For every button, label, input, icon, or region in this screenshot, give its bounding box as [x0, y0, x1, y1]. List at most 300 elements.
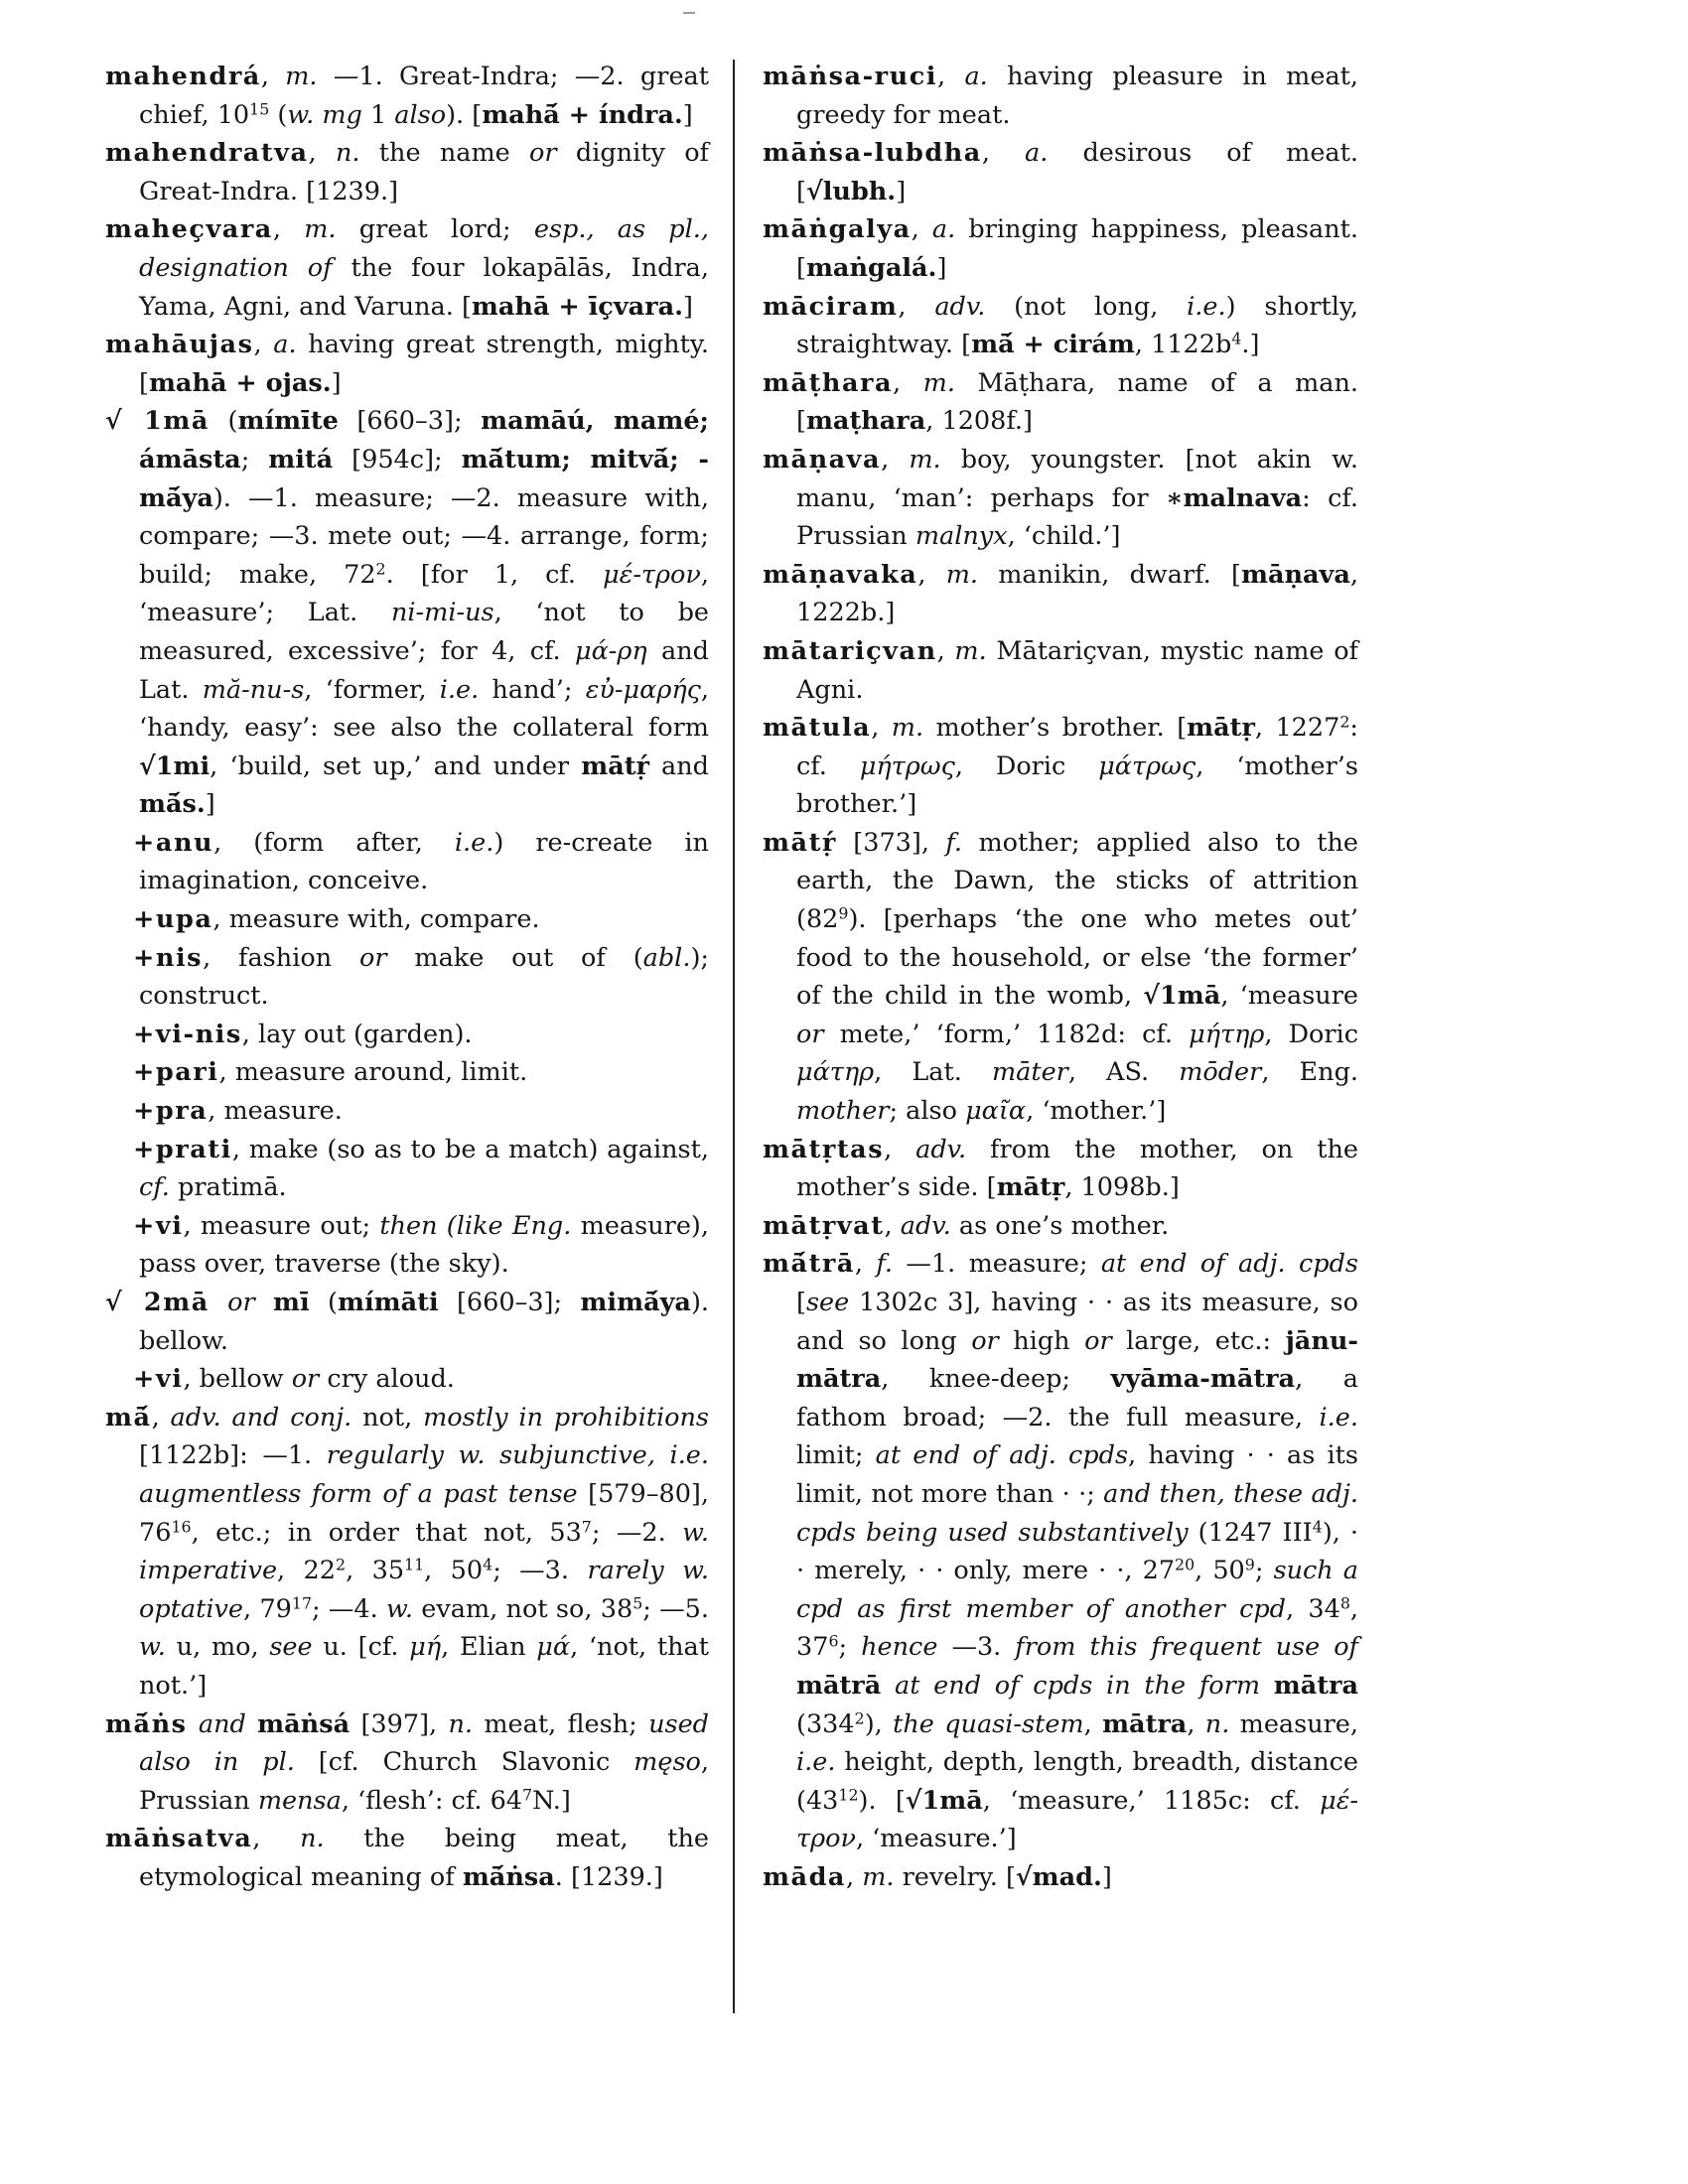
entry-text: , Lat. [874, 1057, 992, 1088]
entry-headword: maheçvara [105, 214, 273, 245]
italic-text: and then, these adj. cpds being used substantively [796, 1478, 1358, 1548]
entry-text: ( [269, 99, 288, 130]
entry-text: —1. measure; [893, 1249, 1101, 1280]
italic-text: at end of adj. cpds [875, 1440, 1129, 1471]
bold-term: mātṛ [996, 1172, 1065, 1203]
entry-text: , 1098b.] [1064, 1172, 1180, 1203]
italic-text: m. [862, 1861, 895, 1892]
entry-text: ; [240, 444, 269, 475]
italic-text: f. [876, 1249, 894, 1280]
italic-text: εὐ-μαρής [585, 674, 701, 705]
bold-term: mitá [268, 444, 334, 475]
bold-term: jānu-mātra [796, 1325, 1358, 1395]
entry-text: , 34 [1286, 1593, 1340, 1624]
dictionary-subentry [105, 900, 709, 939]
entry-text: , [981, 138, 1026, 169]
entry-text: , lay out (garden). [241, 1019, 473, 1049]
entry-text: ] [896, 176, 907, 206]
entry-text: , AS. [1067, 1057, 1180, 1088]
entry-headword: +nis [133, 942, 204, 973]
entry-text: , 50 [1195, 1556, 1245, 1586]
bold-term: mā́tum; mitvā́; -mā́ya [139, 444, 710, 513]
dictionary-subentry [105, 1207, 709, 1284]
italic-text: μέ-τρον [796, 1785, 1359, 1854]
reference-superscript: 4 [483, 1555, 493, 1574]
bold-term: mímāti [337, 1288, 439, 1317]
italic-text: or [1084, 1325, 1112, 1356]
entry-text: [579–80], 76 [139, 1478, 709, 1548]
entry-text: , [260, 62, 286, 91]
entry-text: , [936, 635, 955, 666]
entry-text: , a fathom broad; —2. the full measure, [796, 1364, 1358, 1433]
dictionary-entry [763, 1245, 1358, 1858]
italic-text: a. [931, 214, 956, 245]
entry-text: meat, flesh; [473, 1708, 649, 1739]
entry-text: (334 [796, 1708, 855, 1739]
italic-text: n. [300, 1824, 325, 1854]
entry-text: , [1187, 1708, 1205, 1739]
entry-text: ); construct. [139, 942, 709, 1012]
entry-text: ). [ [446, 99, 483, 130]
entry-text: , 22 [277, 1556, 337, 1586]
entry-text: [660–3]; [338, 406, 482, 437]
entry-headword: mā́ṅs [105, 1708, 188, 1739]
reference-superscript: 12 [838, 1785, 859, 1805]
entry-text: , measure around, limit. [218, 1057, 528, 1088]
entry-text: , 50 [424, 1556, 484, 1586]
entry-headword: +vi-nis [133, 1019, 242, 1049]
right-column [763, 58, 1358, 1897]
entry-text: , 79 [243, 1593, 292, 1624]
entry-headword: māṇavaka [763, 559, 918, 590]
entry-headword: +vi [133, 1210, 184, 1241]
italic-text: μάτρως [1098, 751, 1196, 781]
entry-headword: +anu [133, 827, 214, 858]
bold-term: vyāma-mātra [1110, 1364, 1296, 1395]
italic-text: μήτηρ [1189, 1019, 1265, 1049]
entry-text: , Doric [954, 751, 1099, 781]
entry-headword: māṭhara [763, 367, 894, 398]
entry-text: ), · · merely, · · only, mere · ·, 27 [796, 1517, 1359, 1586]
dictionary-entry [763, 288, 1358, 364]
entry-text: .] [1241, 330, 1260, 360]
reference-superscript: 8 [1339, 1593, 1350, 1613]
italic-text: or [358, 942, 387, 973]
entry-text: , ‘build, set up,’ and under [210, 751, 582, 781]
entry-headword: √ 1mā [105, 406, 210, 437]
bold-term: ∗malnava [1165, 482, 1303, 513]
dictionary-entry [105, 1399, 709, 1706]
reference-superscript: 9 [1244, 1555, 1255, 1574]
entry-text [255, 1288, 273, 1317]
entry-text: , [151, 1402, 171, 1433]
entry-text: and [648, 751, 709, 781]
entry-text: ; also [889, 1096, 966, 1127]
entry-text: desirous of meat. [ [796, 138, 1358, 206]
entry-text: ( [309, 1288, 338, 1317]
entry-text: Mātariçvan, mystic name of Agni. [796, 635, 1358, 705]
reference-superscript: 2 [375, 559, 386, 579]
entry-text: , 35 [346, 1556, 405, 1586]
italic-text: adv. [900, 1210, 951, 1241]
italic-text: or [971, 1325, 999, 1356]
dictionary-entry [763, 1858, 1358, 1897]
entry-text: make out of ( [386, 942, 643, 973]
entry-text: , 1122b [1134, 330, 1232, 360]
dictionary-entry [763, 709, 1358, 824]
italic-text: mōder [1179, 1057, 1262, 1088]
dictionary-entry [105, 58, 709, 134]
dictionary-subentry [105, 1360, 709, 1399]
entry-text: , having · · as its limit, not more than · ·; [796, 1440, 1358, 1509]
column-divider [733, 60, 735, 2013]
reference-superscript: 9 [838, 903, 849, 923]
dictionary-entry [763, 134, 1358, 210]
italic-text: at end of adj. cpds [1100, 1249, 1358, 1280]
italic-text: adv. and conj. [170, 1402, 352, 1433]
italic-text: μέ-τρον [603, 559, 701, 590]
reference-superscript: 11 [404, 1555, 425, 1574]
dictionary-subentry [105, 1131, 709, 1207]
italic-text: μάτηρ [796, 1057, 875, 1088]
entry-text: ). bellow. [139, 1288, 709, 1356]
entry-text: , [845, 1861, 863, 1892]
reference-superscript: 2 [854, 1707, 865, 1727]
bold-term: mahā + īçvara. [471, 291, 683, 322]
italic-text: such a cpd as first member of another cpd [796, 1556, 1358, 1624]
bold-term: mā́ṅsa [462, 1861, 555, 1892]
italic-text: m. [891, 713, 924, 744]
entry-text: ( [209, 406, 238, 437]
italic-text: a. [964, 62, 988, 91]
italic-text: n. [335, 138, 360, 169]
entry-headword: +upa [133, 904, 213, 935]
italic-text: n. [1204, 1708, 1230, 1739]
italic-text: w. mg [287, 99, 362, 130]
entry-headword: mātṛvat [763, 1210, 885, 1241]
entry-text: ; [838, 1632, 862, 1663]
bold-term: mimā́ya [580, 1288, 691, 1317]
entry-text: , knee-deep; [881, 1364, 1111, 1395]
entry-text: , ‘mother.’] [1026, 1096, 1167, 1127]
entry-text: not, [352, 1402, 424, 1433]
entry-text: hand’; [479, 674, 586, 705]
italic-text: m. [304, 214, 337, 245]
italic-text: a. [1025, 138, 1049, 169]
entry-text: , [1083, 1708, 1103, 1739]
italic-text: used also in pl. [139, 1708, 709, 1778]
italic-text: at end of cpds in the form [895, 1670, 1261, 1701]
entry-text: —1. Great-Indra; —2. great chief, 10 [139, 62, 709, 130]
entry-text: ). [perhaps ‘the one who metes out’ food to the household, or else ‘the former’ of the child in the womb, [796, 904, 1358, 1012]
entry-headword: māda [763, 1861, 846, 1892]
entry-text: , fashion [203, 942, 359, 973]
entry-text: (not long, [985, 291, 1188, 322]
bold-term: √lubh. [805, 176, 897, 206]
entry-text: , [911, 214, 932, 245]
italic-text: μήτρως [859, 751, 955, 781]
entry-text: , ‘measure’; Lat. [139, 559, 709, 628]
italic-text: the quasi-stem [893, 1708, 1084, 1739]
entry-headword: mahendratva [105, 138, 309, 169]
entry-text: having pleasure in meat, greedy for meat. [796, 62, 1359, 130]
entry-text: dignity of Great-Indra. [1239.] [139, 138, 709, 206]
entry-text: , [937, 62, 965, 91]
entry-text: , bellow [183, 1364, 292, 1395]
entry-text: , ‘measure.’] [855, 1824, 1017, 1854]
entry-text: measure), pass over, traverse (the sky). [139, 1210, 709, 1280]
bold-term: √1mi [139, 751, 211, 781]
entry-text: mother’s brother. [ [923, 713, 1188, 744]
reference-superscript: 6 [828, 1631, 839, 1651]
italic-text: i.e. [439, 674, 480, 705]
entry-headword: māciram [763, 291, 899, 322]
entry-text: ] [205, 789, 215, 820]
entry-text: , ‘mother’s brother.’] [796, 751, 1358, 820]
entry-text [246, 1709, 257, 1739]
italic-text: regularly w. subjunctive, i.e. augmentless form of a past tense [139, 1440, 710, 1509]
entry-text: ; [1254, 1556, 1274, 1586]
italic-text: μή [409, 1632, 442, 1663]
entry-text: and Lat. [139, 635, 709, 705]
entry-text: —3. [937, 1632, 1016, 1663]
entry-text: ; —5. [642, 1593, 709, 1624]
entry-headword: mātṛ́ [763, 827, 837, 858]
italic-text: adv. [934, 291, 986, 322]
dictionary-subentry [105, 939, 709, 1016]
entry-text: : cf. [796, 713, 1358, 781]
italic-text: and [198, 1708, 246, 1739]
entry-text: , [871, 713, 892, 744]
entry-headword: +pra [133, 1096, 209, 1127]
entry-text: , [253, 330, 274, 360]
dictionary-entry [105, 1706, 709, 1821]
entry-text: [cf. Church Slavonic [294, 1747, 634, 1778]
italic-text: rarely w. optative [139, 1556, 709, 1624]
entry-text: , measure out; [183, 1210, 380, 1241]
bold-term: mātra [1102, 1708, 1188, 1739]
entry-text: , [272, 214, 305, 245]
italic-text: m. [285, 62, 318, 91]
entry-text: great lord; [336, 214, 534, 245]
dictionary-subentry [105, 1053, 709, 1092]
entry-text: , etc.; in order that not, 53 [191, 1517, 582, 1548]
entry-text: , ‘former, [304, 674, 440, 705]
italic-text: n. [448, 1708, 473, 1739]
entry-text: ] [682, 99, 693, 130]
reference-superscript: 2 [336, 1555, 347, 1574]
italic-text: cf. [139, 1172, 170, 1203]
entry-text: cry aloud. [319, 1364, 455, 1395]
entry-text: bringing happiness, pleasant. [ [796, 214, 1358, 283]
italic-text: μά [536, 1632, 571, 1663]
dictionary-entry [763, 1131, 1358, 1207]
entry-text: 1 [361, 99, 395, 130]
reference-superscript: 20 [1175, 1555, 1196, 1574]
dictionary-entry [763, 58, 1358, 134]
entry-text: [ [796, 1288, 806, 1317]
bold-term: mā́ + cirám [971, 330, 1135, 360]
entry-text: , measure. [208, 1096, 343, 1127]
entry-text: (1247 III [1188, 1517, 1313, 1548]
bold-term: mātṛ [1187, 713, 1255, 744]
entry-text: ; —2. [591, 1517, 683, 1548]
italic-text: f. [945, 827, 963, 858]
entry-headword: māṅgalya [763, 214, 912, 245]
entry-headword: √ 2mā [105, 1288, 210, 1317]
italic-text: then (like Eng. [379, 1210, 572, 1241]
italic-text: mensa [257, 1785, 342, 1816]
entry-text: : cf. Prussian [796, 482, 1358, 552]
entry-text: [1122b]: —1. [139, 1440, 327, 1471]
reference-superscript: 16 [171, 1516, 192, 1536]
dictionary-subentry [105, 824, 709, 900]
entry-text: [397], [350, 1708, 449, 1739]
entry-text: from the mother, on the mother’s side. [ [796, 1134, 1358, 1203]
entry-text: manikin, dwarf. [ [978, 559, 1241, 590]
italic-text: see [269, 1632, 313, 1663]
bold-term: mahā + ojas. [148, 367, 332, 398]
dictionary-entry [763, 364, 1358, 441]
entry-headword: mahāujas [105, 330, 254, 360]
bold-term: maṭhara [805, 406, 926, 437]
entry-text: ] [683, 291, 693, 322]
entry-text: ), [864, 1708, 894, 1739]
italic-text: i.e. [796, 1747, 836, 1778]
italic-text: māter [991, 1057, 1068, 1088]
italic-text: or [529, 138, 557, 169]
reference-superscript: 7 [581, 1516, 592, 1536]
entry-text: , Prussian [139, 1747, 709, 1816]
dictionary-entry [105, 1284, 709, 1360]
entry-text [188, 1709, 199, 1739]
reference-superscript: 2 [1339, 712, 1350, 732]
bold-term: māṇava [1240, 559, 1350, 590]
entry-headword: mahendrá [105, 62, 261, 91]
entry-text: [954c]; [333, 444, 462, 475]
entry-text: . [for 1, cf. [385, 559, 604, 590]
dictionary-entry [105, 134, 709, 210]
bold-term: mā́s. [139, 789, 206, 820]
entry-text: N.] [532, 1785, 571, 1816]
entry-headword: māṇava [763, 444, 882, 475]
entry-text: , 1227 [1254, 713, 1340, 744]
entry-text [210, 1288, 227, 1317]
entry-headword: māṅsatva [105, 1824, 253, 1854]
italic-text: mostly in prohibitions [423, 1402, 710, 1433]
entry-text: height, depth, length, breadth, distance (43 [796, 1747, 1358, 1816]
italic-text: esp., as pl., designation of [139, 214, 710, 283]
entry-text: high [998, 1325, 1085, 1356]
entry-text: , measure with, compare. [212, 904, 540, 935]
entry-headword: +vi [133, 1364, 184, 1395]
dictionary-subentry [105, 1092, 709, 1131]
dictionary-entry [105, 1820, 709, 1896]
entry-text [1260, 1671, 1274, 1701]
entry-text: , make (so as to be a match) against, [231, 1134, 709, 1164]
entry-text: limit; [796, 1440, 876, 1471]
entry-text: u, mo, [165, 1632, 270, 1663]
italic-text: w. imperative [139, 1517, 709, 1586]
entry-text: ; —4. [312, 1593, 387, 1624]
italic-text: or [796, 1019, 824, 1049]
bold-term: māṅsá [257, 1708, 351, 1739]
italic-text: μά-ρη [575, 635, 647, 666]
entry-text: the being meat, the etymological meaning of [139, 1824, 710, 1892]
entry-text: , Doric [1264, 1019, 1358, 1049]
entry-text: , 1222b.] [796, 559, 1358, 628]
entry-text: , 37 [796, 1593, 1358, 1663]
entry-headword: mātariçvan [763, 635, 937, 666]
dictionary-entry [763, 632, 1358, 709]
italic-text: i.e. [1187, 291, 1226, 322]
bold-term: maṅgalá. [805, 252, 937, 283]
entry-text: measure, [1229, 1708, 1359, 1739]
italic-text: i.e. [454, 827, 494, 858]
reference-superscript: 4 [1312, 1516, 1323, 1536]
italic-text: hence [861, 1632, 938, 1663]
entry-text: evam, not so, 38 [412, 1593, 633, 1624]
dictionary-entry [763, 441, 1358, 556]
entry-text: , [252, 1824, 301, 1854]
entry-text: revelry. [ [894, 1861, 1016, 1892]
bold-term: √1mā [1143, 981, 1221, 1012]
italic-text: m. [922, 367, 955, 398]
italic-text: mă-nu-s [202, 674, 305, 705]
entry-text: [660–3]; [438, 1288, 581, 1317]
italic-text: μαῖα [965, 1096, 1027, 1127]
entry-headword: māṅsa-ruci [763, 62, 937, 91]
entry-headword: mātṛtas [763, 1134, 885, 1164]
bold-term: mātrā [796, 1670, 882, 1701]
entry-text: , [308, 138, 336, 169]
entry-text: ). —1. measure; —2. measure with, compare; —3. mete out; —4. arrange, form; build; make, 72 [139, 482, 709, 590]
bold-term: √1mā [905, 1785, 983, 1816]
entry-text: , 1208f.] [925, 406, 1033, 437]
italic-text: abl. [642, 942, 691, 973]
entry-headword: mātula [763, 713, 872, 744]
entry-text: ] [1101, 1861, 1112, 1892]
italic-text: m. [954, 635, 987, 666]
entry-text: , ‘not to be measured, excessive’; for 4, cf. [139, 598, 709, 666]
reference-superscript: 15 [249, 98, 270, 118]
entry-text: , [893, 367, 923, 398]
entry-text: , ‘handy, easy’: see also the collateral form [139, 674, 710, 744]
entry-text: , ‘flesh’: cf. 64 [341, 1785, 523, 1816]
entry-text: , ‘not, that not.’] [139, 1632, 710, 1701]
bold-term: mímīte [237, 406, 339, 437]
entry-text: the name [359, 138, 530, 169]
italic-text: męso [633, 1747, 701, 1778]
italic-text: malnyx [914, 521, 1008, 552]
entry-text: , ‘measure,’ 1185c: cf. [982, 1785, 1321, 1816]
entry-text: , ‘measure [1220, 981, 1358, 1012]
entry-text: , (form after, [213, 827, 455, 858]
entry-text: , [884, 1134, 916, 1164]
italic-text: from this frequent use of [1015, 1632, 1358, 1663]
dictionary-subentry [105, 1016, 709, 1054]
italic-text: m. [909, 444, 941, 475]
entry-text: , Eng. [1261, 1057, 1358, 1088]
entry-text: , [881, 444, 910, 475]
entry-text: pratimā. [169, 1172, 287, 1203]
italic-text: adv. [915, 1134, 967, 1164]
entry-headword: māṅsa-lubdha [763, 138, 982, 169]
entry-headword: +prati [133, 1134, 232, 1164]
entry-text [881, 1671, 895, 1701]
italic-text: ni-mi-us [390, 598, 494, 628]
italic-text: also [394, 99, 447, 130]
